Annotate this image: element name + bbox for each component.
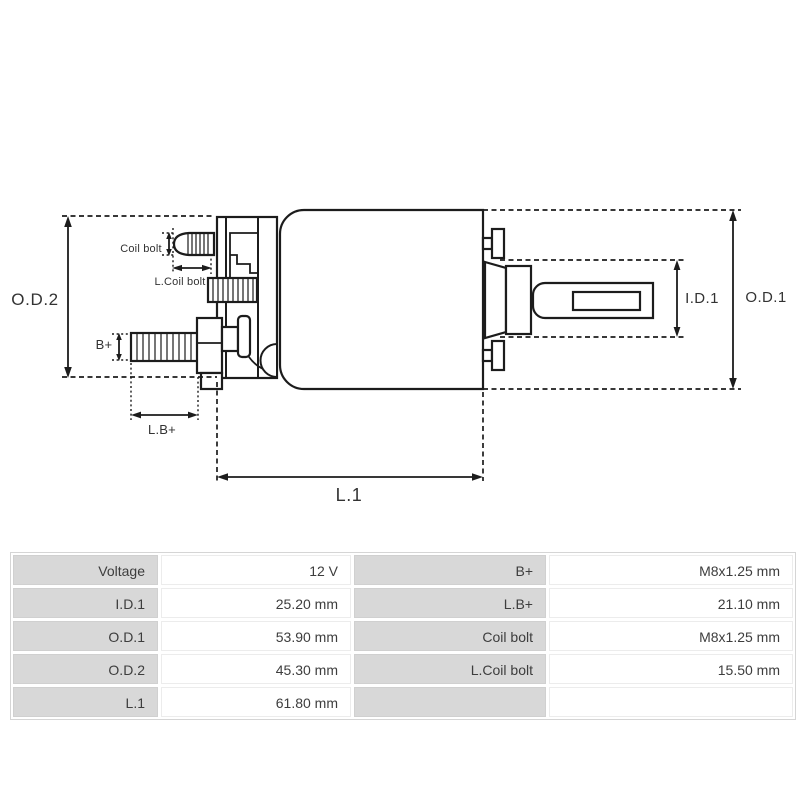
- spec-label: [354, 687, 546, 717]
- solenoid-body: [280, 210, 483, 389]
- rear-tab-top: [492, 229, 504, 258]
- spec-label: O.D.2: [13, 654, 158, 684]
- dim-label-coil-bolt: Coil bolt: [120, 243, 162, 255]
- bplus-washer: [238, 316, 250, 357]
- rear-collar: [506, 266, 531, 334]
- dim-label-l1: L.1: [335, 485, 363, 505]
- spec-value: [549, 687, 793, 717]
- spec-table: [10, 552, 796, 720]
- rear-tab-top-stem: [483, 238, 492, 249]
- spec-label: L.1: [13, 687, 158, 717]
- dim-label-lbplus: L.B+: [148, 422, 176, 437]
- spec-value: M8x1.25 mm: [549, 621, 793, 651]
- spec-value: 12 V: [161, 555, 351, 585]
- bplus-shank: [222, 327, 238, 351]
- spec-value: M8x1.25 mm: [549, 555, 793, 585]
- dim-label-lcoil-bolt: L.Coil bolt: [154, 276, 206, 288]
- spec-value: 15.50 mm: [549, 654, 793, 684]
- spec-label: L.B+: [354, 588, 546, 618]
- bplus-nut-lower: [201, 373, 222, 389]
- spec-value: 21.10 mm: [549, 588, 793, 618]
- spec-value: 45.30 mm: [161, 654, 351, 684]
- plunger-slot: [573, 292, 640, 310]
- rear-tab-bottom: [492, 341, 504, 370]
- spec-label: L.Coil bolt: [354, 654, 546, 684]
- dim-label-od1: O.D.1: [745, 289, 787, 306]
- spec-label: Voltage: [13, 555, 158, 585]
- solenoid-outline: [131, 210, 653, 389]
- dim-label-od2: O.D.2: [11, 290, 59, 309]
- spec-value: 25.20 mm: [161, 588, 351, 618]
- spec-label: O.D.1: [13, 621, 158, 651]
- bplus-stud: [131, 333, 198, 361]
- dim-label-bplus: B+: [95, 337, 113, 352]
- rear-tab-bottom-stem: [483, 350, 492, 361]
- spec-label: B+: [354, 555, 546, 585]
- spec-label: I.D.1: [13, 588, 158, 618]
- dim-label-id1: I.D.1: [685, 290, 719, 307]
- rear-boss: [485, 262, 506, 338]
- spec-value: 61.80 mm: [161, 687, 351, 717]
- bplus-nut: [197, 318, 222, 373]
- spec-value: 53.90 mm: [161, 621, 351, 651]
- spec-label: Coil bolt: [354, 621, 546, 651]
